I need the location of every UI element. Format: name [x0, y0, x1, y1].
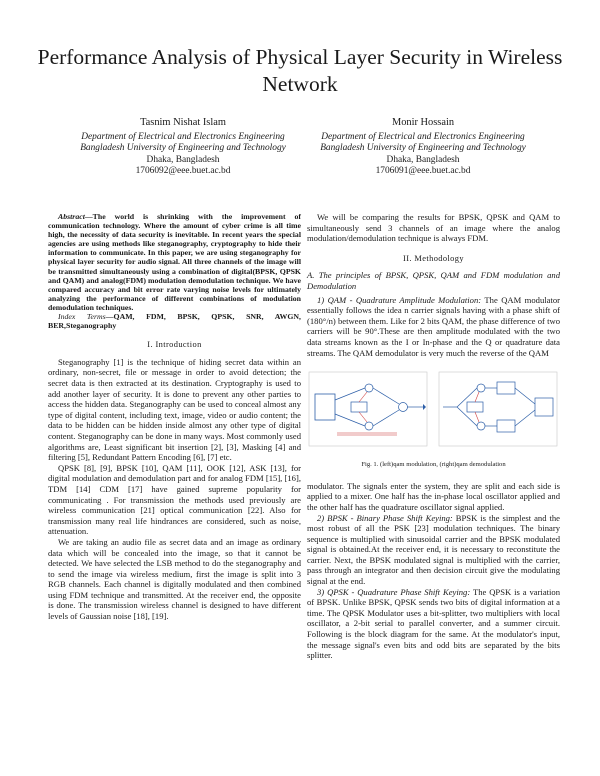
qam-continued-paragraph: modulator. The signals enter the system, they are split and each side is applied to a mixer. One half has the in-phase local oscillator applied and the other half has the quadrature oscillator signal applied. — [307, 480, 560, 512]
subsection-heading-a: A. The principles of BPSK, QPSK, QAM and FDM modulation and Demodulation — [307, 270, 560, 291]
qpsk-text: The QPSK is a variation of BPSK. Unlike BPSK, QPSK sends two bits of digital information at a time. The QPSK Modulator uses a bit-splitter, two multipliers with local oscillator, a 2-bit serial to parallel converter, and a summer circuit. Following is the block diagram for the same. At the modulator's input, the message signal's even bits and odd bits are separated by the bits splitter. — [307, 586, 560, 661]
section-heading-methodology: II. Methodology — [403, 253, 464, 263]
author-dept: Department of Electrical and Electronics Engineering — [321, 131, 525, 142]
bpsk-paragraph — [307, 513, 560, 587]
abstract — [48, 212, 301, 312]
author-city: Dhaka, Bangladesh — [386, 154, 460, 165]
bpsk-text: BPSK is the simplest and the most robust of all the PSK [23] modulation techniques. The binary sequence is multiplied with sinusoidal carrier and the BPSK modulated signal is obtained.At the receiver end, it is necessary to reconstitute the carrier. Next, the BPSK modulated signal is multiplied with the carrier, pass through an integrator and then decision circuit give the modulating signal at the end. — [307, 512, 560, 587]
keywords-text: —QAM, FDM, BPSK, QPSK, SNR, AWGN, BER,Steganography — [48, 312, 301, 331]
intro-paragraph-1: Steganography [1] is the technique of hiding secret data within an ordinary, non-secret, file or message in order to avoid detection; the secret data is then extracted at its destination. Cryptography is used to add another layer of security. It is done to prevent any other parties to access the hidden data. Steganography can be used to conceal almost any type of digital content, including text, image, video or audio content; the data to be hidden can be hidden inside almost any other type of digital content. Steganography can be done in many ways. Most commonly used algorithms are, Least significant bit insertion [2], [3], Masking [4] and filtering [5], Redundant Pattern Encoding [6], [7] etc. — [48, 356, 301, 463]
qam-heading: 1) QAM - Quadrature Amplitude Modulation: — [317, 294, 482, 305]
paper-title: Performance Analysis of Physical Layer Security in Wireless Network — [37, 45, 563, 96]
keywords-label: Index Terms — [58, 312, 106, 322]
qpsk-paragraph — [307, 587, 560, 661]
figure-qam-block-diagrams — [307, 364, 560, 454]
left-column — [48, 212, 301, 622]
intro-paragraph-3: We are taking an audio file as secret data and an image as ordinary data which will be concealed into the image, so that it cannot be detected. We have selected the LSB method to do the steganography and to send the image via wireless medium, first the image is split into 3 RGB channels. Each channel is digitally modulated and then combined using FDM technique and transmitted. At the receiver end, the opposite is done. The transmission wireless channel is designed to have different levels of Gaussian noise [18], [19]. — [48, 536, 301, 622]
index-terms — [48, 312, 301, 330]
abstract-label: Abstract — [58, 212, 85, 221]
author-block-2 — [293, 117, 553, 178]
author-city: Dhaka, Bangladesh — [146, 154, 220, 165]
qam-modulation-diagram — [309, 372, 427, 446]
author-email: 1706091@eee.buet.ac.bd — [375, 166, 471, 177]
bpsk-heading: 2) BPSK - Binary Phase Shift Keying: — [317, 512, 453, 523]
qam-text: The QAM modulator essentially follows the idea n carrier signals having with a phase shift of (180°/n) between them. Like for 2 bits QAM, the phase difference of two carriers will be 90°.These are then amplitude modulated with the two data streams known as the I or In-phase and the Q or quadrature data streams. The QAM demodulator is very much the reverse of the QAM — [307, 294, 560, 358]
author-name: Monir Hossain — [391, 117, 455, 128]
author-univ: Bangladesh University of Engineering and Technology — [80, 143, 286, 154]
author-univ: Bangladesh University of Engineering and Technology — [320, 143, 526, 154]
author-block-1 — [53, 117, 313, 178]
qpsk-heading: 3) QPSK - Quadrature Phase Shift Keying: — [317, 586, 471, 597]
author-email: 1706092@eee.buet.ac.bd — [135, 166, 231, 177]
intro-paragraph-2: QPSK [8], [9], BPSK [10], QAM [11], OOK [12], ASK [13], for digital modulation and demodulation part and for analog FDM [15], [16], TDM [14] CDM [17] have gained supreme popularity for communicating . For transmission the methods used previously are wireless communication [21] optical communication [22]. Also for transmission many real life hindrances are considered, such as noise, attenuation. — [48, 462, 301, 537]
abstract-text: —The world is shrinking with the improvement of communication technology. Where the amount of cyber crime is all time high, the necessity of data security is inevitable. In recent years the special agencies are using methods like steganography, cryptography to hide their information to communicate. In this paper, we are using steganography for physical layer security for audio signal. All three channels of the image will be transmitted simultaneously using a combination of digital(BPSK, QPSK and QAM) and analog(FDM) modulation demodulation technique. We have compared accuracy and bit error rate varying noise levels for ultimately analyzing the performance of different combinations of modulation demodulation techniques. — [48, 212, 301, 312]
qam-demodulation-diagram — [439, 372, 557, 446]
author-dept: Department of Electrical and Electronics Engineering — [81, 131, 285, 142]
author-name: Tasnim Nishat Islam — [140, 117, 226, 128]
section-heading-introduction: I. Introduction — [147, 340, 202, 350]
methods-intro-paragraph: We will be comparing the results for BPSK, QPSK and QAM to simultaneously send 3 channels of an image where the analog modulation/demodulation technique is always FDM. — [307, 212, 560, 244]
qam-diagram — [307, 364, 560, 454]
figure-caption: Fig. 1. (left)qam modulation, (right)qam demodulation — [361, 461, 506, 469]
qam-paragraph — [307, 295, 560, 359]
right-column — [307, 212, 560, 661]
